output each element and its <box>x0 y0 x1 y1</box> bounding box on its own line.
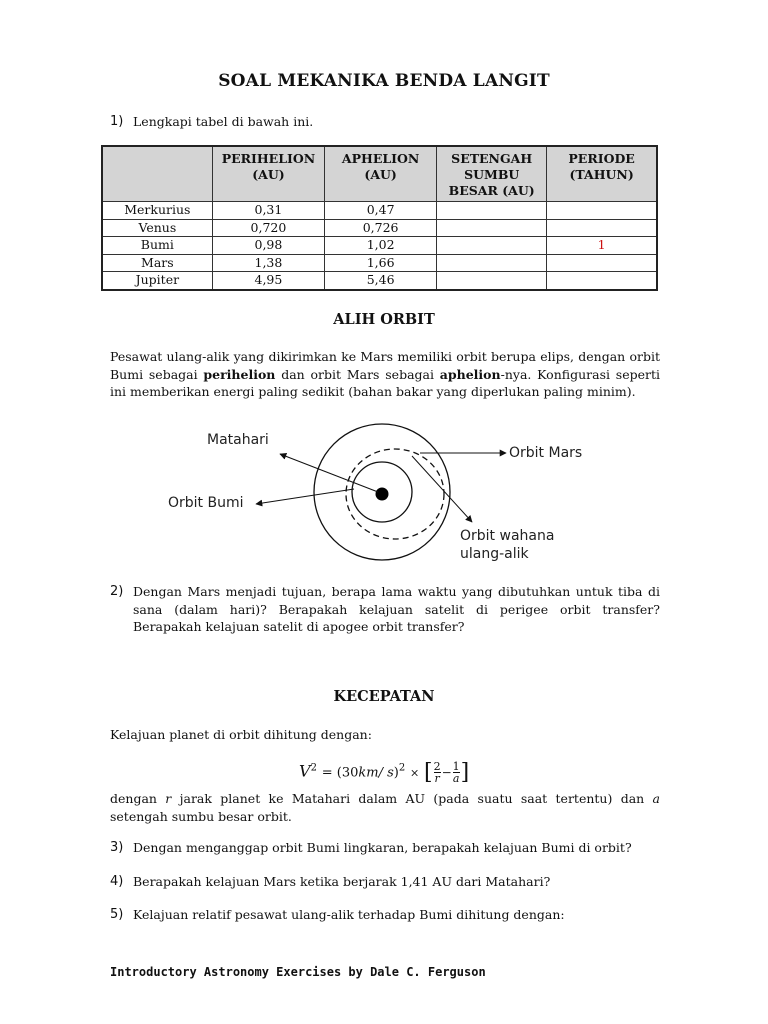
aphelion-value: 0,47 <box>325 202 437 220</box>
table-header-period <box>547 146 657 202</box>
fraction-numerator: 2 <box>433 760 441 773</box>
period-value <box>547 272 657 290</box>
header-line: BESAR (AU) <box>448 183 535 198</box>
speed-intro: Kelajuan planet di orbit dihitung dengan: <box>110 727 372 742</box>
formula-bracket: ] <box>460 760 470 785</box>
header-line: SUMBU <box>464 167 520 182</box>
paragraph-text: -nya. Konfigurasi seperti ini memberikan energi paling sedikit (bahan bakar yang diperlukan paling minim). <box>110 366 660 399</box>
question-4 <box>110 873 660 891</box>
formula-v: V <box>299 761 311 781</box>
period-value <box>547 202 657 220</box>
page-footer: Introductory Astronomy Exercises by Dale C. Ferguson <box>110 965 486 979</box>
table-header-perihelion <box>212 146 324 202</box>
table-header-semimajor <box>437 146 547 202</box>
label-sun: Matahari <box>207 432 269 448</box>
fraction-denominator: r <box>434 772 440 785</box>
semimajor-value <box>437 202 547 220</box>
formula-times: × <box>409 766 420 780</box>
period-value <box>547 254 657 272</box>
variable-a: a <box>652 791 660 806</box>
header-line: SETENGAH <box>451 151 533 166</box>
header-line: (AU) <box>252 167 285 182</box>
bold-term-aphelion: aphelion <box>439 366 501 382</box>
header-line: PERIODE <box>568 151 635 166</box>
sun-label-arrow <box>280 454 378 492</box>
label-transfer-orbit-line2: ulang-alik <box>460 546 529 562</box>
question-number: 5) <box>110 907 124 922</box>
sun-dot <box>376 488 389 501</box>
formula-explanation <box>110 790 660 825</box>
table-row <box>102 219 657 237</box>
formula-fraction-1-over-a <box>453 761 460 784</box>
planet-name: Bumi <box>102 237 212 255</box>
formula-minus: − <box>441 765 452 780</box>
question-number: 3) <box>110 840 124 855</box>
page-title: SOAL MEKANIKA BENDA LANGIT <box>218 71 550 91</box>
transfer-orbit-ellipse <box>346 449 444 539</box>
aphelion-value: 1,66 <box>325 254 437 272</box>
planet-name: Merkurius <box>102 202 212 220</box>
question-3 <box>110 839 660 857</box>
formula-fraction-2-over-r <box>434 761 441 784</box>
question-text: Dengan menganggap orbit Bumi lingkaran, berapakah kelajuan Bumi di orbit? <box>133 840 632 855</box>
header-line: (AU) <box>364 167 397 182</box>
formula-exponent-2: 2 <box>398 762 406 774</box>
formula-eq: = (30 <box>321 765 359 781</box>
orbit-paragraph <box>110 348 660 401</box>
perihelion-value: 4,95 <box>212 272 324 290</box>
question-5 <box>110 906 660 924</box>
paragraph-text: setengah sumbu besar orbit. <box>110 808 292 824</box>
formula-exponent: 2 <box>310 762 317 774</box>
planet-name: Jupiter <box>102 272 212 290</box>
question-number: 1) <box>110 114 124 129</box>
orbital-speed-formula <box>299 760 469 785</box>
formula-unit: km/ s <box>358 765 394 781</box>
planet-name: Venus <box>102 219 212 237</box>
paragraph-text: dengan <box>110 791 166 806</box>
perihelion-value: 0,720 <box>212 219 324 237</box>
header-line: (TAHUN) <box>569 167 634 182</box>
section-heading-orbit: ALIH ORBIT <box>333 311 435 328</box>
bold-term-perihelion: perihelion <box>203 366 276 382</box>
label-transfer-orbit: Orbit wahana <box>460 528 555 544</box>
question-text: Dengan Mars menjadi tujuan, berapa lama waktu yang dibutuhkan untuk tiba di sana (dalam hari)? Berapakah kelajuan satelit di perigee orbit transfer? Berapakah kelajuan satelit di apogee orbit transfer? <box>133 584 660 634</box>
paragraph-text: Pesawat ulang-alik yang dikirimkan ke Mars memiliki orbit berupa elips, dengan orbit Bumi sebagai <box>110 349 660 382</box>
fraction-numerator: 1 <box>452 760 460 773</box>
semimajor-value <box>437 254 547 272</box>
table-header-empty <box>102 146 212 202</box>
table-header-aphelion <box>325 146 437 202</box>
question-text: Lengkapi tabel di bawah ini. <box>133 114 314 129</box>
label-mars-orbit: Orbit Mars <box>509 445 583 461</box>
paragraph-text: jarak planet ke Matahari dalam AU (pada suatu saat tertentu) dan <box>171 791 653 806</box>
period-value <box>547 219 657 237</box>
table-row <box>102 254 657 272</box>
question-text: Kelajuan relatif pesawat ulang-alik terhadap Bumi dihitung dengan: <box>133 907 565 922</box>
table-row <box>102 237 657 255</box>
semimajor-value <box>437 219 547 237</box>
section-heading-speed: KECEPATAN <box>333 688 435 705</box>
perihelion-value: 1,38 <box>212 254 324 272</box>
formula-bracket: [ <box>423 760 433 785</box>
header-line: APHELION <box>341 151 420 166</box>
semimajor-value <box>437 237 547 255</box>
question-1 <box>110 113 660 131</box>
table-row <box>102 272 657 290</box>
table-header-row <box>102 146 657 202</box>
period-value: 1 <box>547 237 657 255</box>
table-row <box>102 202 657 220</box>
orbit-transfer-diagram <box>150 420 630 570</box>
paragraph-text: dan orbit Mars sebagai <box>275 366 440 382</box>
question-text: Berapakah kelajuan Mars ketika berjarak 1,41 AU dari Matahari? <box>133 874 551 889</box>
formula-close: ) <box>393 765 399 781</box>
planet-name: Mars <box>102 254 212 272</box>
perihelion-value: 0,98 <box>212 237 324 255</box>
label-earth-orbit: Orbit Bumi <box>168 495 244 511</box>
question-number: 2) <box>110 584 124 599</box>
earth-orbit-arrow <box>256 489 354 504</box>
planet-orbit-table <box>101 145 658 291</box>
transfer-orbit-arrow <box>412 456 472 522</box>
header-line: PERIHELION <box>221 151 316 166</box>
aphelion-value: 1,02 <box>325 237 437 255</box>
fraction-denominator: a <box>452 772 460 785</box>
question-number: 4) <box>110 874 124 889</box>
semimajor-value <box>437 272 547 290</box>
aphelion-value: 0,726 <box>325 219 437 237</box>
variable-r: r <box>165 791 172 806</box>
aphelion-value: 5,46 <box>325 272 437 290</box>
perihelion-value: 0,31 <box>212 202 324 220</box>
question-2 <box>110 583 660 636</box>
